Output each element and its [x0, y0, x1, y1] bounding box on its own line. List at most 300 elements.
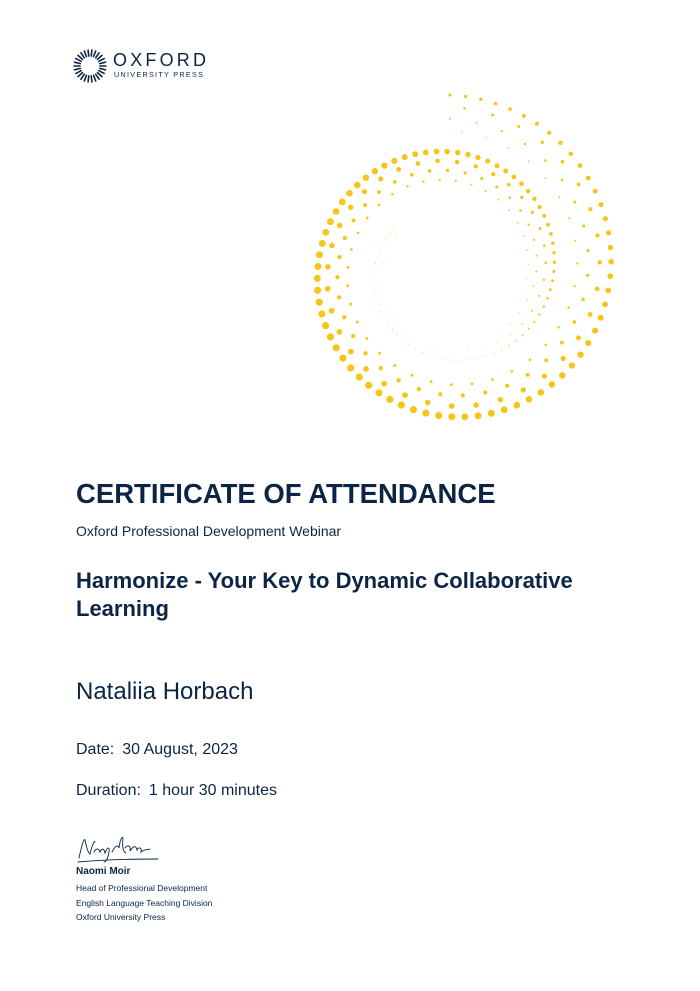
- spiral-dot: [402, 392, 408, 398]
- emblem-stroke: [84, 75, 86, 81]
- spiral-dot: [529, 358, 532, 361]
- spiral-dot: [486, 137, 487, 138]
- spiral-dot: [551, 279, 554, 282]
- spiral-dot: [538, 205, 542, 209]
- emblem-stroke: [100, 68, 106, 69]
- spiral-dot: [469, 359, 470, 360]
- duration-value: 1 hour 30 minutes: [148, 782, 277, 799]
- spiral-dot: [561, 160, 565, 164]
- spiral-dot: [533, 285, 535, 287]
- spiral-dot: [541, 141, 544, 144]
- spiral-dot: [582, 224, 585, 227]
- spiral-dot: [497, 199, 499, 201]
- spiral-dot: [378, 176, 383, 181]
- spiral-dot: [476, 122, 478, 124]
- spiral-dot: [535, 270, 537, 272]
- spiral-dot: [538, 295, 540, 297]
- spiral-dot: [393, 318, 394, 319]
- spiral-dot: [339, 199, 346, 206]
- spiral-dot: [389, 247, 390, 248]
- spiral-dot: [406, 185, 408, 187]
- spiral-dot: [387, 323, 388, 324]
- spiral-dot: [435, 412, 442, 419]
- spiral-dot: [479, 98, 482, 101]
- spiral-dot: [517, 125, 520, 128]
- spiral-dot: [384, 317, 385, 318]
- spiral-dot: [605, 288, 611, 294]
- spiral-dot: [314, 287, 321, 294]
- spiral-dot: [449, 403, 455, 409]
- spiral-dot: [445, 359, 446, 360]
- spiral-dot: [519, 312, 520, 313]
- spiral-dot: [384, 258, 385, 259]
- spiral-dot: [538, 313, 540, 315]
- spiral-dot: [543, 305, 545, 307]
- spiral-dot: [410, 406, 417, 413]
- spiral-dot: [543, 244, 546, 247]
- spiral-dot: [527, 263, 528, 264]
- spiral-dot: [381, 282, 382, 283]
- spiral-dot: [581, 298, 585, 302]
- emblem-stroke: [88, 76, 89, 82]
- spiral-dot: [415, 349, 416, 350]
- spiral-dot: [411, 374, 414, 377]
- spiral-dot: [374, 290, 375, 291]
- course-title: Harmonize - Your Key to Dynamic Collaborative Learning: [76, 568, 573, 621]
- spiral-dot: [403, 340, 404, 341]
- spiral-dot: [322, 322, 329, 329]
- spiral-dot: [515, 340, 517, 342]
- spiral-dot: [416, 161, 421, 166]
- spiral-dot: [510, 334, 511, 335]
- spiral-dot: [471, 383, 474, 386]
- spiral-dot: [402, 329, 403, 330]
- spiral-dot: [409, 344, 410, 345]
- spiral-dot: [586, 274, 589, 277]
- spiral-dot: [325, 286, 331, 292]
- spiral-dot: [437, 357, 438, 358]
- spiral-dot: [448, 93, 451, 96]
- spiral-dot: [544, 344, 547, 347]
- spiral-dot: [568, 217, 570, 219]
- spiral-dot: [314, 263, 321, 270]
- spiral-dot: [577, 182, 581, 186]
- spiral-dot: [448, 413, 455, 420]
- spiral-dot: [485, 356, 486, 357]
- spiral-dot: [607, 273, 613, 279]
- spiral-dot: [526, 396, 533, 403]
- spiral-dot: [347, 266, 350, 269]
- spiral-dot: [505, 384, 509, 388]
- spiral-dot: [482, 348, 483, 349]
- date-row: [76, 741, 238, 759]
- spiral-dot: [422, 410, 429, 417]
- spiral-dot: [526, 277, 527, 278]
- spiral-dot: [533, 321, 535, 323]
- signer-name: Naomi Moir: [76, 866, 131, 877]
- spiral-dot: [374, 269, 375, 270]
- spiral-dot: [373, 276, 374, 277]
- spiral-dot: [543, 279, 545, 281]
- spiral-dot: [346, 284, 349, 287]
- emblem-stroke: [74, 62, 80, 63]
- spiral-dot: [578, 163, 583, 168]
- spiral-dot: [608, 259, 614, 265]
- spiral-dot: [552, 251, 555, 254]
- oxford-emblem-icon: [72, 48, 108, 84]
- spiral-dot: [453, 352, 454, 353]
- spiral-dot: [561, 179, 564, 182]
- spiral-dot: [470, 183, 472, 185]
- spiral-dot: [463, 107, 466, 110]
- spiral-dot: [329, 243, 335, 249]
- spiral-dot: [535, 122, 539, 126]
- emblem-stroke: [100, 62, 106, 63]
- spiral-dot: [544, 159, 547, 162]
- spiral-dot: [327, 333, 334, 340]
- spiral-dot: [485, 190, 487, 192]
- spiral-dot: [316, 299, 323, 306]
- emblem-stroke: [84, 51, 86, 57]
- spiral-dot: [559, 372, 565, 378]
- spiral-dot: [438, 349, 439, 350]
- spiral-dot: [547, 131, 551, 135]
- spiral-dot: [425, 400, 431, 406]
- spiral-dot: [473, 402, 479, 408]
- spiral-dot: [349, 303, 352, 306]
- spiral-dot: [375, 263, 376, 264]
- emblem-stroke: [81, 53, 84, 58]
- spiral-dot: [378, 204, 381, 207]
- spiral-dot: [422, 352, 423, 353]
- spiral-dot: [362, 189, 367, 194]
- spiral-dot: [449, 118, 451, 120]
- spiral-dot: [337, 295, 341, 299]
- spiral-dot: [546, 223, 550, 227]
- spiral-dot: [325, 264, 331, 270]
- spiral-dot: [522, 114, 526, 118]
- spiral-dot: [378, 304, 379, 305]
- spiral-dot: [542, 214, 546, 218]
- spiral-dot: [372, 168, 378, 174]
- spiral-dot: [588, 312, 593, 317]
- emblem-stroke: [91, 76, 92, 82]
- spiral-dot: [512, 175, 517, 180]
- signer-division: English Language Teaching Division: [76, 898, 213, 908]
- spiral-dot: [526, 189, 530, 193]
- spiral-dot: [597, 260, 601, 264]
- spiral-dot: [373, 283, 374, 284]
- spiral-dot: [391, 158, 397, 164]
- spiral-dot: [383, 294, 384, 295]
- spiral-dot: [552, 270, 555, 273]
- spiral-dot: [522, 291, 523, 292]
- spiral-dot: [343, 236, 347, 240]
- spiral-dot: [507, 183, 511, 187]
- spiral-dot: [585, 340, 591, 346]
- spiral-dot: [561, 356, 566, 361]
- spiral-dot: [475, 412, 482, 419]
- spiral-dot: [520, 196, 524, 200]
- emblem-stroke: [88, 50, 89, 56]
- emblem-stroke: [74, 68, 80, 69]
- spiral-dot: [485, 159, 490, 164]
- spiral-dot: [356, 373, 363, 380]
- spiral-dot: [569, 151, 574, 156]
- spiral-dot: [508, 345, 509, 346]
- spiral-dot: [393, 180, 397, 184]
- handwritten-signature: [76, 832, 160, 866]
- spiral-dot: [527, 300, 528, 301]
- spiral-dot: [569, 362, 575, 368]
- spiral-dot: [351, 218, 355, 222]
- spiral-dot: [576, 262, 578, 264]
- emblem-stroke: [76, 71, 81, 74]
- spiral-dot: [573, 320, 577, 324]
- certificate-subtitle: Oxford Professional Development Webinar: [76, 523, 342, 539]
- spiral-dot: [531, 211, 534, 214]
- spiral-dot: [347, 364, 354, 371]
- spiral-dot: [337, 329, 343, 335]
- spiral-dot: [598, 202, 603, 207]
- spiral-dot: [425, 345, 426, 346]
- spiral-dot: [438, 392, 442, 396]
- spiral-dot: [483, 390, 487, 394]
- spiral-dot: [602, 301, 608, 307]
- logo-wordmark: OXFORD: [113, 50, 210, 70]
- spiral-dot: [501, 406, 508, 413]
- spiral-dot: [494, 102, 498, 106]
- spiral-dot: [381, 162, 387, 168]
- emblem-stroke: [78, 73, 82, 77]
- spiral-dot: [516, 303, 517, 304]
- spiral-dot: [465, 152, 470, 157]
- spiral-dot: [491, 172, 495, 176]
- spiral-dot: [389, 233, 390, 234]
- spiral-dot: [521, 323, 523, 325]
- spiral-dot: [574, 240, 576, 242]
- emblem-stroke: [97, 73, 101, 77]
- spiral-dot: [551, 242, 555, 246]
- duration-label: Duration:: [76, 782, 141, 799]
- emblem-stroke: [96, 53, 99, 58]
- spiral-dot: [446, 169, 449, 172]
- spiral-dot: [477, 358, 478, 359]
- spiral-dot: [381, 269, 382, 270]
- spiral-dot: [586, 249, 589, 252]
- spiral-dot: [382, 244, 383, 245]
- spiral-dot: [528, 328, 530, 330]
- spiral-dot: [450, 383, 453, 386]
- spiral-dot: [392, 329, 393, 330]
- spiral-dot: [381, 381, 387, 387]
- spiral-dot: [363, 174, 369, 180]
- spiral-dot: [494, 163, 499, 168]
- spiral-dot: [387, 307, 388, 308]
- certificate-title: CERTIFICATE OF ATTENDANCE: [76, 478, 496, 509]
- spiral-dot: [366, 216, 369, 219]
- spiral-dot: [560, 341, 564, 345]
- spiral-dot: [377, 256, 378, 257]
- spiral-dot: [322, 229, 329, 236]
- spiral-dot: [319, 240, 326, 247]
- spiral-dot: [363, 351, 367, 355]
- spiral-dot: [342, 315, 346, 319]
- emblem-stroke: [99, 71, 104, 74]
- signer-organization: Oxford University Press: [76, 912, 166, 922]
- spiral-dot: [521, 387, 526, 392]
- spiral-dot: [526, 373, 530, 377]
- spiral-dot: [351, 334, 355, 338]
- spiral-dot: [503, 169, 508, 174]
- spiral-dot: [376, 297, 377, 298]
- spiral-dot: [595, 233, 599, 237]
- emblem-stroke: [78, 55, 82, 59]
- spiral-dot: [393, 364, 396, 367]
- spiral-dot: [523, 235, 525, 237]
- spiral-dot: [545, 177, 547, 179]
- spiral-dot: [495, 186, 498, 189]
- spiral-dot: [396, 167, 401, 172]
- emblem-stroke: [99, 59, 104, 62]
- spiral-dot: [423, 149, 429, 155]
- spiral-dot: [532, 197, 536, 201]
- emblem-stroke: [91, 50, 92, 56]
- signer-role: Head of Professional Development: [76, 883, 208, 893]
- spiral-dot: [444, 149, 450, 155]
- spiral-dot: [542, 374, 547, 379]
- spiral-dot: [377, 190, 381, 194]
- spiral-dot: [337, 255, 341, 259]
- spiral-dot: [430, 380, 433, 383]
- spiral-dot: [463, 171, 466, 174]
- spiral-dot: [464, 95, 467, 98]
- spiral-dot: [491, 378, 494, 381]
- emblem-stroke: [97, 55, 101, 59]
- spiral-dot: [417, 387, 421, 391]
- emblem-stroke: [81, 74, 84, 79]
- spiral-dot: [598, 315, 604, 321]
- spiral-dot: [513, 402, 520, 409]
- spiral-dot: [501, 130, 503, 132]
- spiral-dot: [574, 285, 576, 287]
- spiral-dot: [586, 176, 591, 181]
- spiral-dot: [348, 205, 353, 210]
- spiral-dot: [356, 320, 359, 323]
- logo-subtitle: UNIVERSITY PRESS: [114, 70, 205, 79]
- emblem-stroke: [94, 51, 96, 57]
- oxford-logo: [72, 48, 222, 84]
- date-label: Date:: [76, 741, 115, 758]
- spiral-dot: [544, 358, 548, 362]
- spiral-dot: [397, 335, 398, 336]
- spiral-dot: [461, 413, 468, 420]
- spiral-dot: [558, 141, 562, 145]
- spiral-dot: [461, 360, 462, 361]
- spiral-dot: [508, 196, 511, 199]
- spiral-dot: [365, 382, 372, 389]
- spiral-dot: [508, 147, 510, 149]
- spiral-dot: [335, 275, 339, 279]
- spiral-dot: [422, 180, 424, 182]
- spiral-dot: [603, 216, 608, 221]
- spiral-dot: [508, 210, 510, 212]
- spiral-dot: [531, 310, 533, 312]
- spiral-dot: [467, 351, 468, 352]
- spiral-dot: [379, 250, 380, 251]
- spiral-dot: [434, 149, 440, 155]
- spiral-dot: [549, 381, 556, 388]
- spiral-dot: [528, 160, 530, 162]
- spiral-dot: [337, 223, 342, 228]
- spiral-dot: [333, 344, 340, 351]
- spiral-dot: [393, 228, 394, 229]
- spiral-dot: [410, 173, 414, 177]
- spiral-dot: [533, 239, 535, 241]
- spiral-dot: [522, 334, 524, 336]
- spiral-dot: [508, 107, 512, 111]
- spiral-dot: [455, 180, 457, 182]
- spiral-dot: [453, 360, 454, 361]
- spiral-dot: [439, 179, 441, 181]
- spiral-dot: [398, 401, 405, 408]
- spiral-dot: [379, 366, 383, 370]
- emblem-stroke: [76, 59, 81, 62]
- spiral-dot: [498, 397, 503, 402]
- spiral-dot: [455, 150, 461, 156]
- recipient-name: Nataliia Horbach: [76, 678, 254, 705]
- spiral-dot: [385, 238, 386, 239]
- spiral-dot: [475, 155, 480, 160]
- spiral-dot: [519, 209, 522, 212]
- spiral-dot: [346, 190, 353, 197]
- spiral-dot: [546, 297, 549, 300]
- spiral-dot: [549, 232, 553, 236]
- spiral-dot: [606, 230, 611, 235]
- spiral-dot: [316, 251, 323, 258]
- spiral-dot: [348, 349, 354, 355]
- spiral-dot: [501, 349, 502, 350]
- spiral-dot: [488, 410, 495, 417]
- spiral-dot: [333, 208, 340, 215]
- spiral-dot: [553, 261, 556, 264]
- spiral-dot: [327, 218, 334, 225]
- spiral-dot: [493, 353, 494, 354]
- duration-row: [76, 782, 277, 800]
- spiral-dot: [329, 308, 335, 314]
- spiral-dot: [538, 389, 545, 396]
- spiral-dot: [588, 207, 592, 211]
- spiral-dot: [386, 396, 393, 403]
- spiral-dot: [363, 203, 367, 207]
- spiral-dot: [413, 338, 414, 339]
- spiral-dot: [480, 177, 483, 180]
- spiral-dot: [357, 231, 360, 234]
- spiral-dot: [354, 182, 361, 189]
- spiral-dot: [517, 222, 519, 224]
- date-value: 30 August, 2023: [122, 741, 238, 758]
- spiral-dot: [491, 114, 494, 117]
- spiral-dot: [592, 328, 598, 334]
- spiral-dot: [536, 255, 538, 257]
- spiral-dot: [378, 352, 381, 355]
- spiral-dot: [538, 227, 541, 230]
- spiral-dot: [314, 275, 321, 282]
- emblem-stroke: [94, 75, 96, 81]
- spiral-dot: [402, 154, 408, 160]
- spiral-dot: [509, 323, 510, 324]
- spiral-dot: [318, 310, 325, 317]
